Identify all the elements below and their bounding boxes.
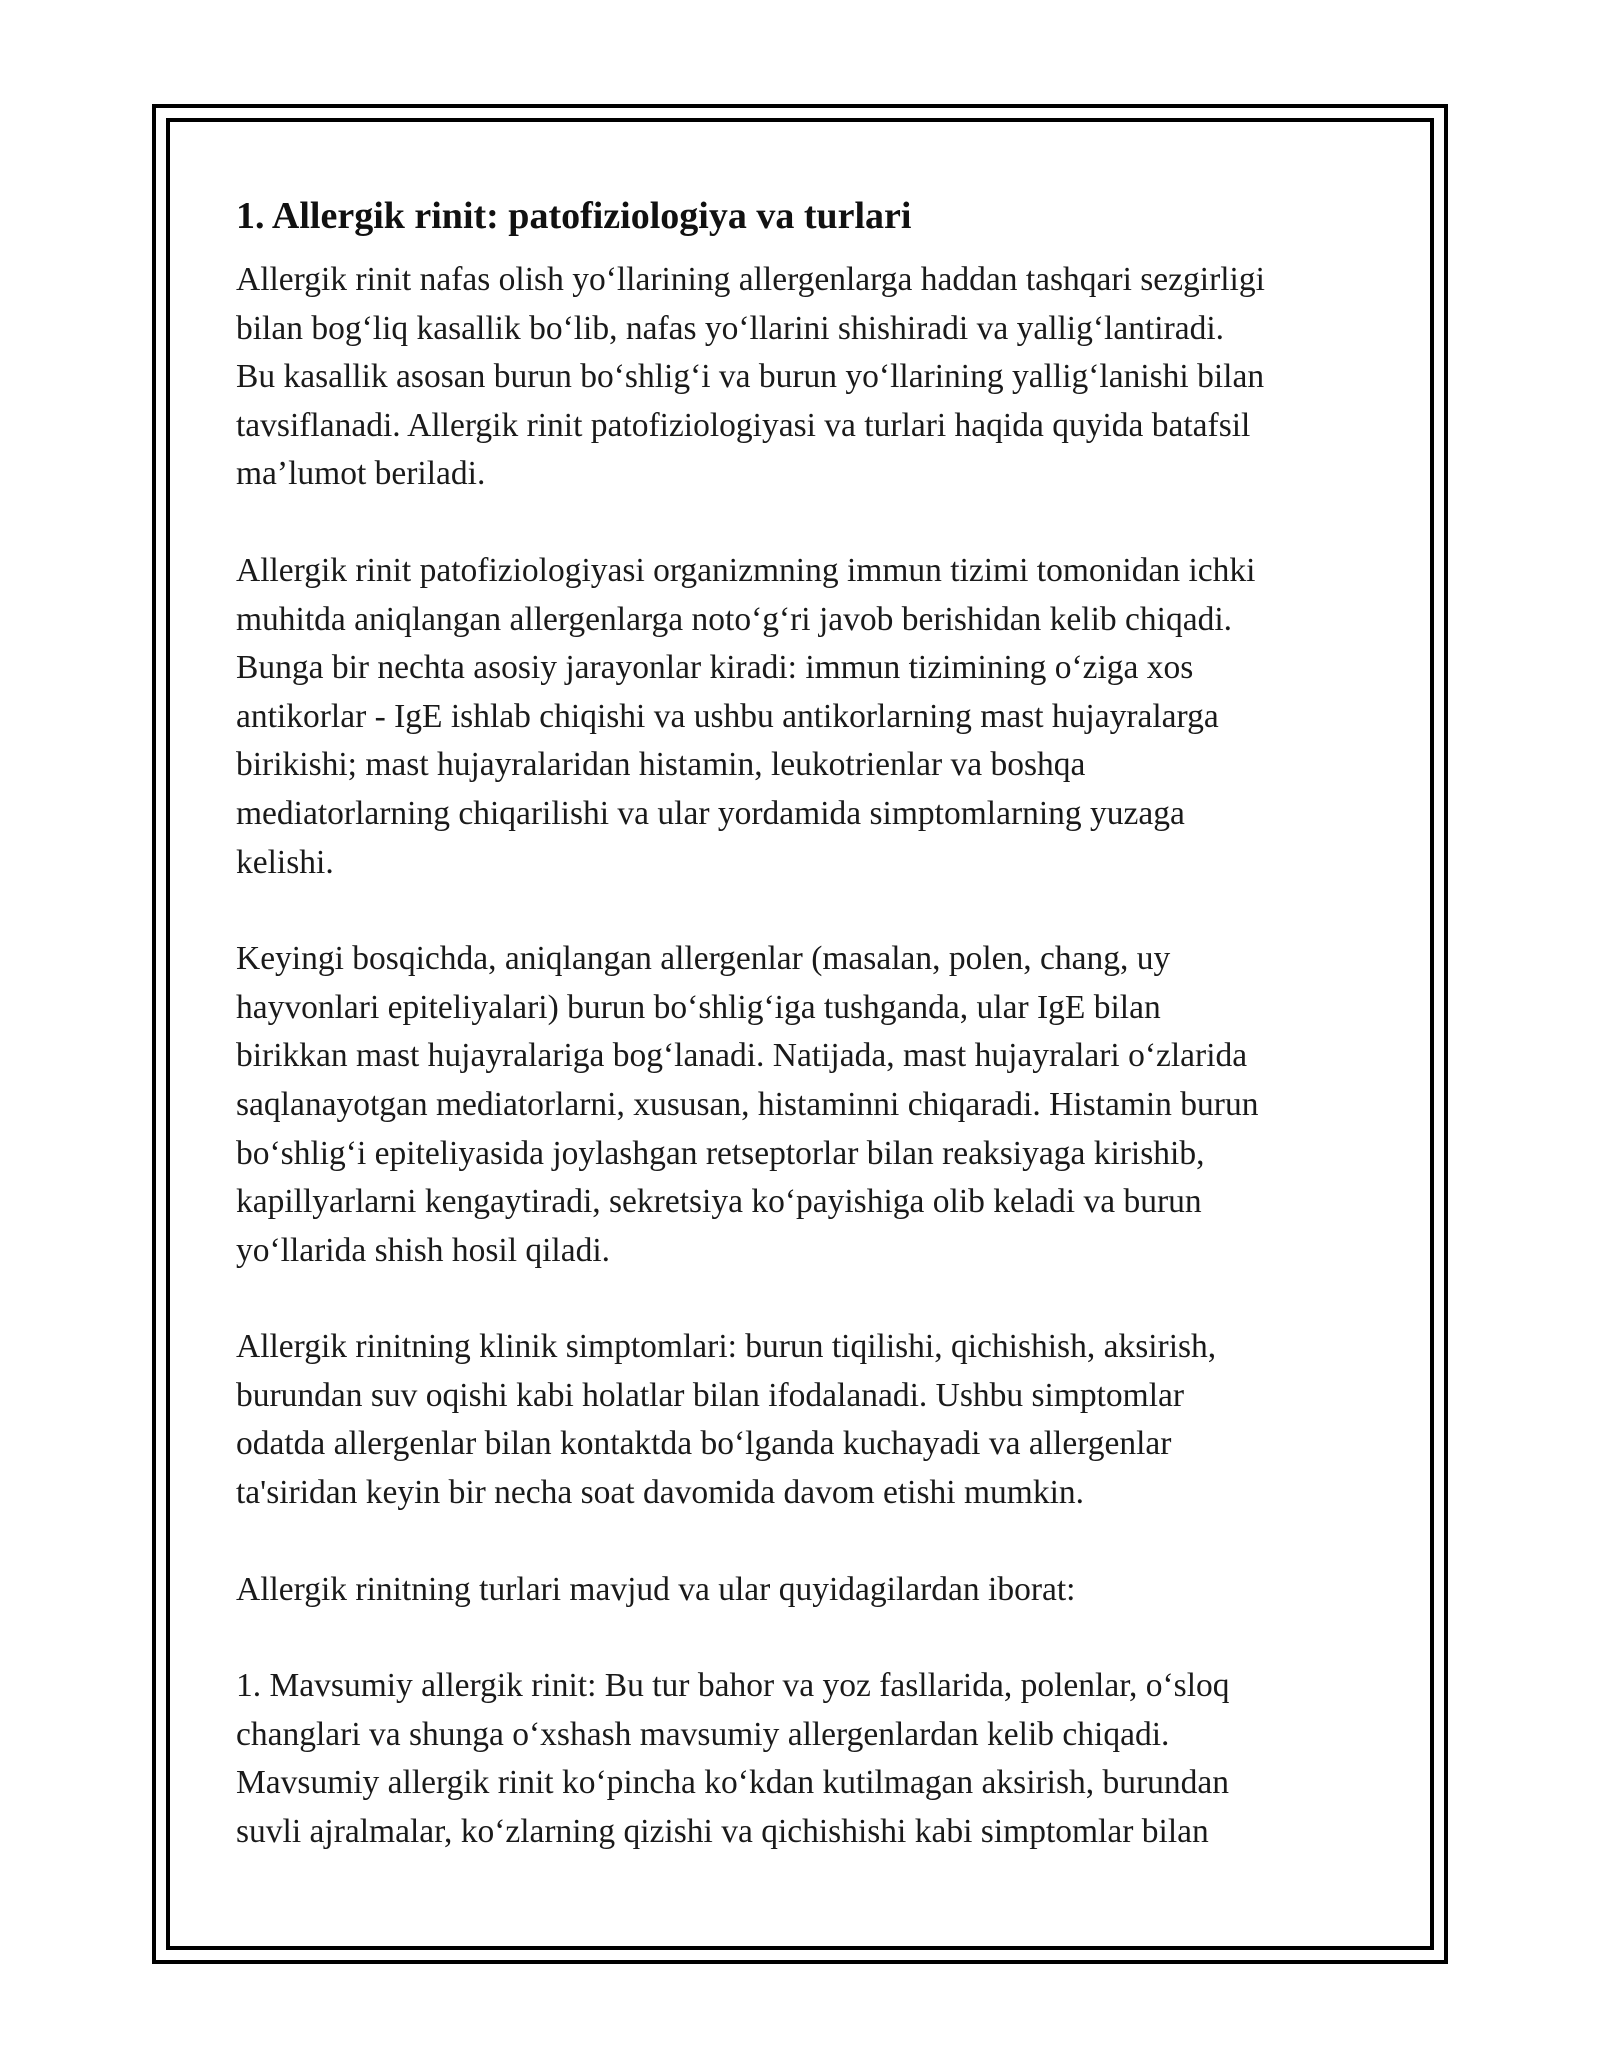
document-body: [236, 190, 1386, 1905]
paragraph-mechanism: Keyingi bosqichda, aniqlangan allergenlar (masalan, polen, chang, uy hayvonlari epiteliyalari) burun bo‘shlig‘iga tushganda, ular IgE bilan birikkan mast hujayralariga bog‘lanadi. Natijada, mast hujayralari o‘zlarida saqlanayotgan mediatorlarni, xususan, histaminni chiqaradi. Histamin burun bo‘shlig‘i epiteliyasida joylashgan retseptorlar bilan reaksiyaga kirishib, kapillyarlarni kengaytiradi, sekretsiya ko‘payishiga olib keladi va burun yo‘llarida shish hosil qiladi.: [236, 940, 1259, 1269]
section-heading: 1. Allergik rinit: patofiziologiya va turlari: [236, 195, 912, 237]
paragraph-seasonal-type: 1. Mavsumiy allergik rinit: Bu tur bahor va yoz fasllarida, polenlar, o‘sloq changlari va shunga o‘xshash mavsumiy allergenlardan kelib chiqadi. Mavsumiy allergik rinit ko‘pincha ko‘kdan kutilmagan aksirish, burundan suvli ajralmalar, ko‘zlarning qizishi va qichishishi kabi simptomlar bilan: [236, 1667, 1230, 1851]
paragraph-intro: Allergik rinit nafas olish yo‘llarining allergenlarga haddan tashqari sezgirligi bilan bog‘liq kasallik bo‘lib, nafas yo‘llarini shishiradi va yallig‘lantiradi. Bu kasallik asosan burun bo‘shlig‘i va burun yo‘llarining yallig‘lanishi bilan tavsiflanadi. Allergik rinit patofiziologiyasi va turlari haqida quyida batafsil ma’lumot beriladi.: [236, 261, 1265, 493]
paragraph-symptoms: Allergik rinitning klinik simptomlari: burun tiqilishi, qichishish, aksirish, burundan suv oqishi kabi holatlar bilan ifodalanadi. Ushbu simptomlar odatda allergenlar bilan kontaktda bo‘lganda kuchayadi va allergenlar ta'siridan keyin bir necha soat davomida davom etishi mumkin.: [236, 1328, 1217, 1512]
paragraph-types-intro: Allergik rinitning turlari mavjud va ular quyidagilardan iborat:: [236, 1570, 1076, 1608]
paragraph-pathophysiology: Allergik rinit patofiziologiyasi organizmning immun tizimi tomonidan ichki muhitda aniqlangan allergenlarga noto‘g‘ri javob berishidan kelib chiqadi. Bunga bir nechta asosiy jarayonlar kiradi: immun tizimining o‘ziga xos antikorlar - IgE ishlab chiqishi va ushbu antikorlarning mast hujayralarga birikishi; mast hujayralaridan histamin, leukotrienlar va boshqa mediatorlarning chiqarilishi va ular yordamida simptomlarning yuzaga kelishi.: [236, 551, 1256, 881]
